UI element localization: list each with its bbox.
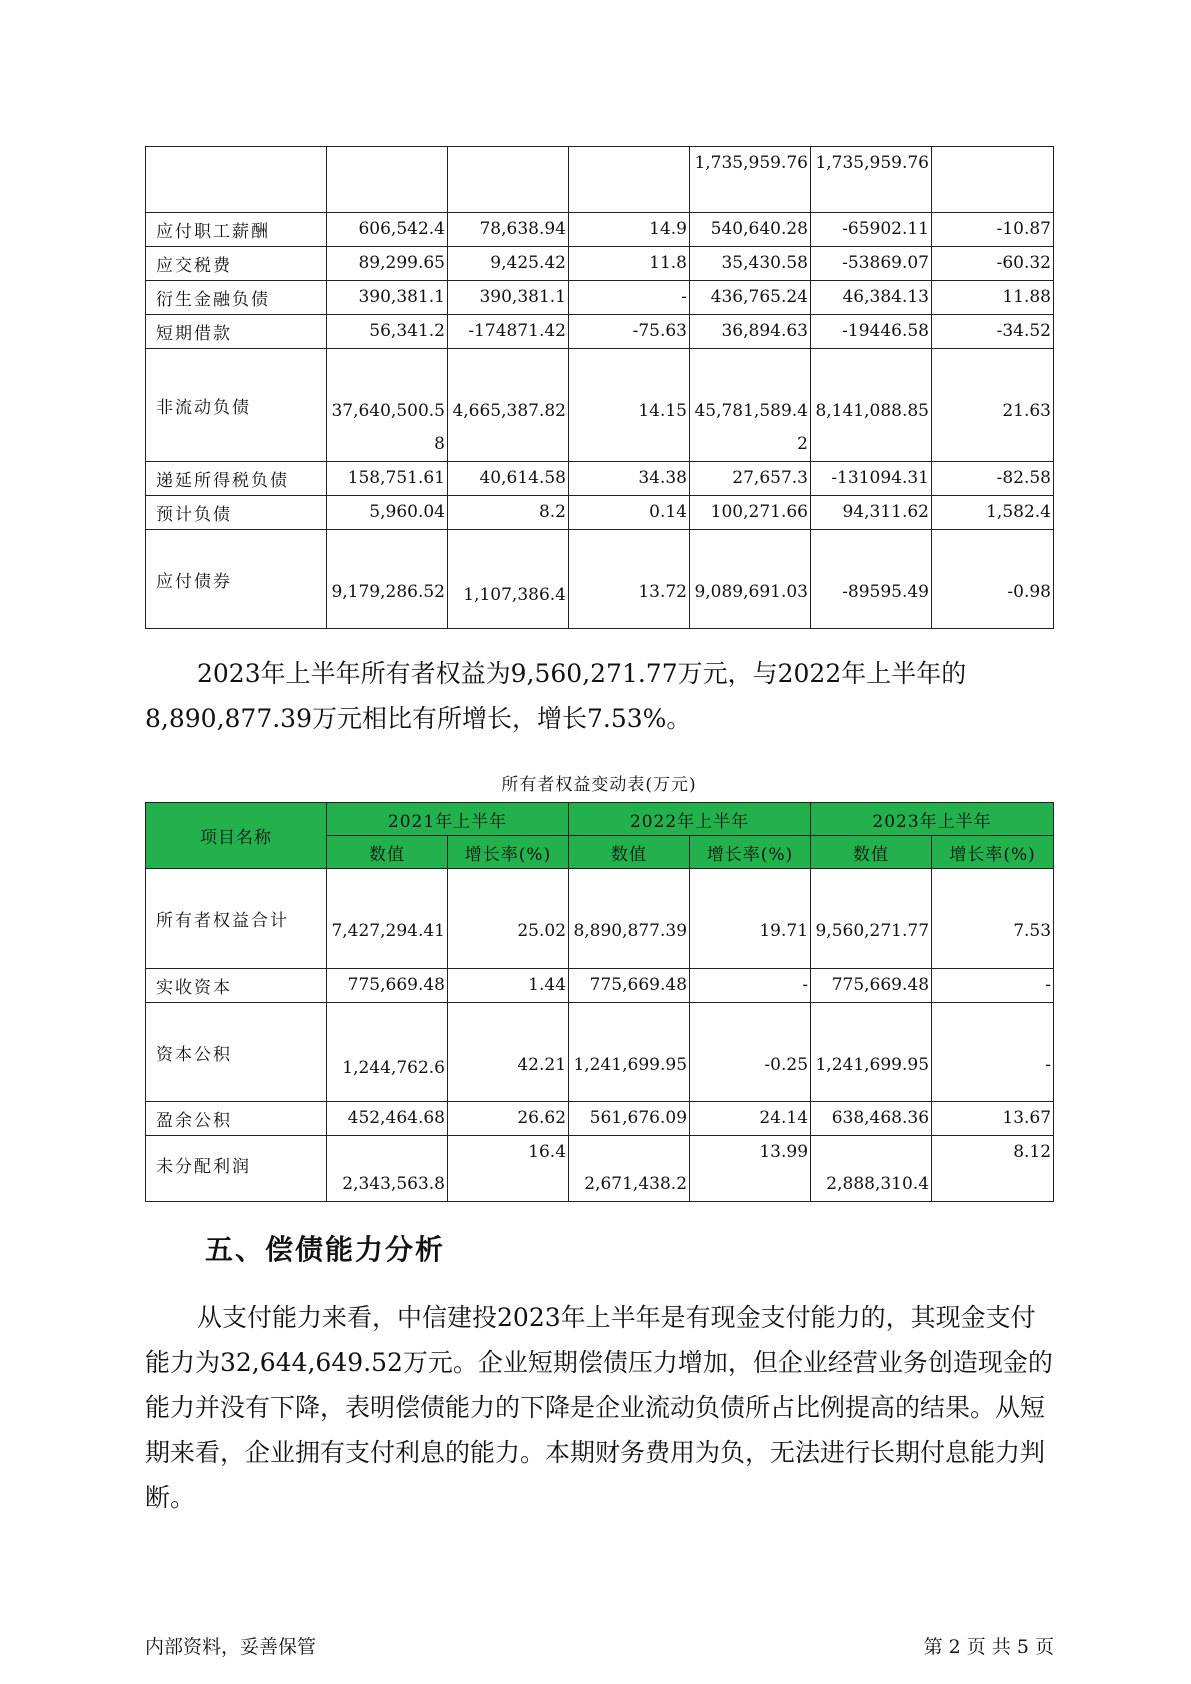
cell-value: 1,244,762.6 [327,1003,448,1102]
cell-value: 9,425.42 [448,247,569,281]
cell-value: -65902.11 [811,213,932,247]
cell-value: 100,271.66 [690,496,811,530]
solvency-paragraph: 从支付能力来看，中信建投2023年上半年是有现金支付能力的，其现金支付能力为32,644,649.52万元。企业短期偿债压力增加，但企业经营业务创造现金的能力并没有下降，表明偿债能力的下降是企业流动负债所占比例提高的结果。从短期来看，企业拥有支付利息的能力。本期财务费用为负，无法进行长期付息能力判断。 [145,1303,1053,1512]
cell-value: - [690,969,811,1003]
row-label: 盈余公积 [146,1102,327,1136]
cell-value: 40,614.58 [448,462,569,496]
header-year-2023: 2023年上半年 [811,803,1054,836]
cell-value: 436,765.24 [690,281,811,315]
cell-value [932,147,1054,213]
cell-value: -0.98 [932,530,1054,629]
footer-confidential-note: 内部资料，妥善保管 [145,1636,317,1658]
cell-value: 11.88 [932,281,1054,315]
row-label: 未分配利润 [146,1136,327,1202]
cell-value: 1,735,959.76 [690,147,811,213]
cell-value: 1,241,699.95 [569,1003,690,1102]
header-year-2021: 2021年上半年 [327,803,569,836]
header-growth: 增长率(%) [932,836,1054,869]
header-item-name: 项目名称 [146,803,327,869]
cell-value: -0.25 [690,1003,811,1102]
row-label: 衍生金融负债 [146,281,327,315]
cell-value: 94,311.62 [811,496,932,530]
cell-value: 89,299.65 [327,247,448,281]
table-row [146,1102,1054,1136]
cell-value: 14.15 [569,349,690,462]
cell-value: 21.63 [932,349,1054,462]
cell-value: -174871.42 [448,315,569,349]
row-label: 所有者权益合计 [146,869,327,969]
table-row [146,247,1054,281]
cell-value: 638,468.36 [811,1102,932,1136]
cell-value: - [932,1003,1054,1102]
cell-value: 13.99 [690,1136,811,1202]
cell-value: 16.4 [448,1136,569,1202]
table-row [146,1003,1054,1102]
equity-summary-paragraph: 2023年上半年所有者权益为9,560,271.77万元，与2022年上半年的8,890,877.39万元相比有所增长，增长7.53%。 [145,659,967,733]
cell-value: 5,960.04 [327,496,448,530]
table-row [146,496,1054,530]
row-label: 递延所得税负债 [146,462,327,496]
table-row [146,281,1054,315]
cell-value: 158,751.61 [327,462,448,496]
cell-value: 8,141,088.85 [811,349,932,462]
cell-value: 452,464.68 [327,1102,448,1136]
cell-value: -82.58 [932,462,1054,496]
cell-value: 13.72 [569,530,690,629]
table-row [146,315,1054,349]
row-label: 预计负债 [146,496,327,530]
row-label: 应付职工薪酬 [146,213,327,247]
cell-value: -89595.49 [811,530,932,629]
cell-value: 390,381.1 [448,281,569,315]
table-row [146,147,1054,213]
equity-table [145,802,1054,1202]
cell-value: 14.9 [569,213,690,247]
cell-value: 7.53 [932,869,1054,969]
cell-value [448,147,569,213]
table-row [146,349,1054,462]
table-row [146,213,1054,247]
cell-value: 11.8 [569,247,690,281]
cell-value: 9,089,691.03 [690,530,811,629]
cell-value: 37,640,500.58 [327,349,448,462]
cell-value: 0.14 [569,496,690,530]
row-label: 短期借款 [146,315,327,349]
cell-value: 775,669.48 [327,969,448,1003]
cell-value: 45,781,589.42 [690,349,811,462]
footer-page-number: 第 2 页 共 5 页 [923,1636,1054,1658]
cell-value: -34.52 [932,315,1054,349]
cell-value [327,147,448,213]
cell-value: 56,341.2 [327,315,448,349]
header-value: 数值 [569,836,690,869]
cell-value: 19.71 [690,869,811,969]
row-label: 实收资本 [146,969,327,1003]
row-label [146,147,327,213]
cell-value: 1,107,386.4 [448,530,569,629]
cell-value: 775,669.48 [811,969,932,1003]
cell-value: 78,638.94 [448,213,569,247]
cell-value: 24.14 [690,1102,811,1136]
cell-value: 540,640.28 [690,213,811,247]
cell-value [569,147,690,213]
cell-value: 1,735,959.76 [811,147,932,213]
cell-value: -19446.58 [811,315,932,349]
cell-value: 775,669.48 [569,969,690,1003]
table-row [146,530,1054,629]
cell-value: 13.67 [932,1102,1054,1136]
cell-value: 4,665,387.82 [448,349,569,462]
header-value: 数值 [811,836,932,869]
cell-value: 8.2 [448,496,569,530]
table-row [146,969,1054,1003]
row-label: 应交税费 [146,247,327,281]
cell-value: 1,582.4 [932,496,1054,530]
table-caption: 所有者权益变动表(万元) [501,775,697,795]
cell-value: 2,671,438.2 [569,1136,690,1202]
cell-value: 9,560,271.77 [811,869,932,969]
cell-value: 1,241,699.95 [811,1003,932,1102]
cell-value: -75.63 [569,315,690,349]
cell-value: 42.21 [448,1003,569,1102]
cell-value: 46,384.13 [811,281,932,315]
cell-value: 8.12 [932,1136,1054,1202]
cell-value: - [932,969,1054,1003]
cell-value: 1.44 [448,969,569,1003]
cell-value: 35,430.58 [690,247,811,281]
cell-value: 26.62 [448,1102,569,1136]
cell-value: -53869.07 [811,247,932,281]
table-row [146,869,1054,969]
cell-value: -60.32 [932,247,1054,281]
cell-value: 2,343,563.8 [327,1136,448,1202]
header-year-2022: 2022年上半年 [569,803,811,836]
cell-value: 606,542.4 [327,213,448,247]
cell-value: 34.38 [569,462,690,496]
cell-value: 561,676.09 [569,1102,690,1136]
cell-value: 2,888,310.4 [811,1136,932,1202]
cell-value: -10.87 [932,213,1054,247]
cell-value: - [569,281,690,315]
cell-value: 27,657.3 [690,462,811,496]
cell-value: 8,890,877.39 [569,869,690,969]
table-row [146,1136,1054,1202]
header-growth: 增长率(%) [448,836,569,869]
cell-value: 9,179,286.52 [327,530,448,629]
section-title: 五、偿债能力分析 [205,1233,446,1266]
row-label: 资本公积 [146,1003,327,1102]
cell-value: -131094.31 [811,462,932,496]
table-row [146,462,1054,496]
cell-value: 36,894.63 [690,315,811,349]
header-value: 数值 [327,836,448,869]
liabilities-table [145,146,1054,629]
row-label: 应付债券 [146,530,327,629]
header-growth: 增长率(%) [690,836,811,869]
cell-value: 25.02 [448,869,569,969]
cell-value: 390,381.1 [327,281,448,315]
header-row [146,803,1054,836]
cell-value: 7,427,294.41 [327,869,448,969]
row-label: 非流动负债 [146,349,327,462]
